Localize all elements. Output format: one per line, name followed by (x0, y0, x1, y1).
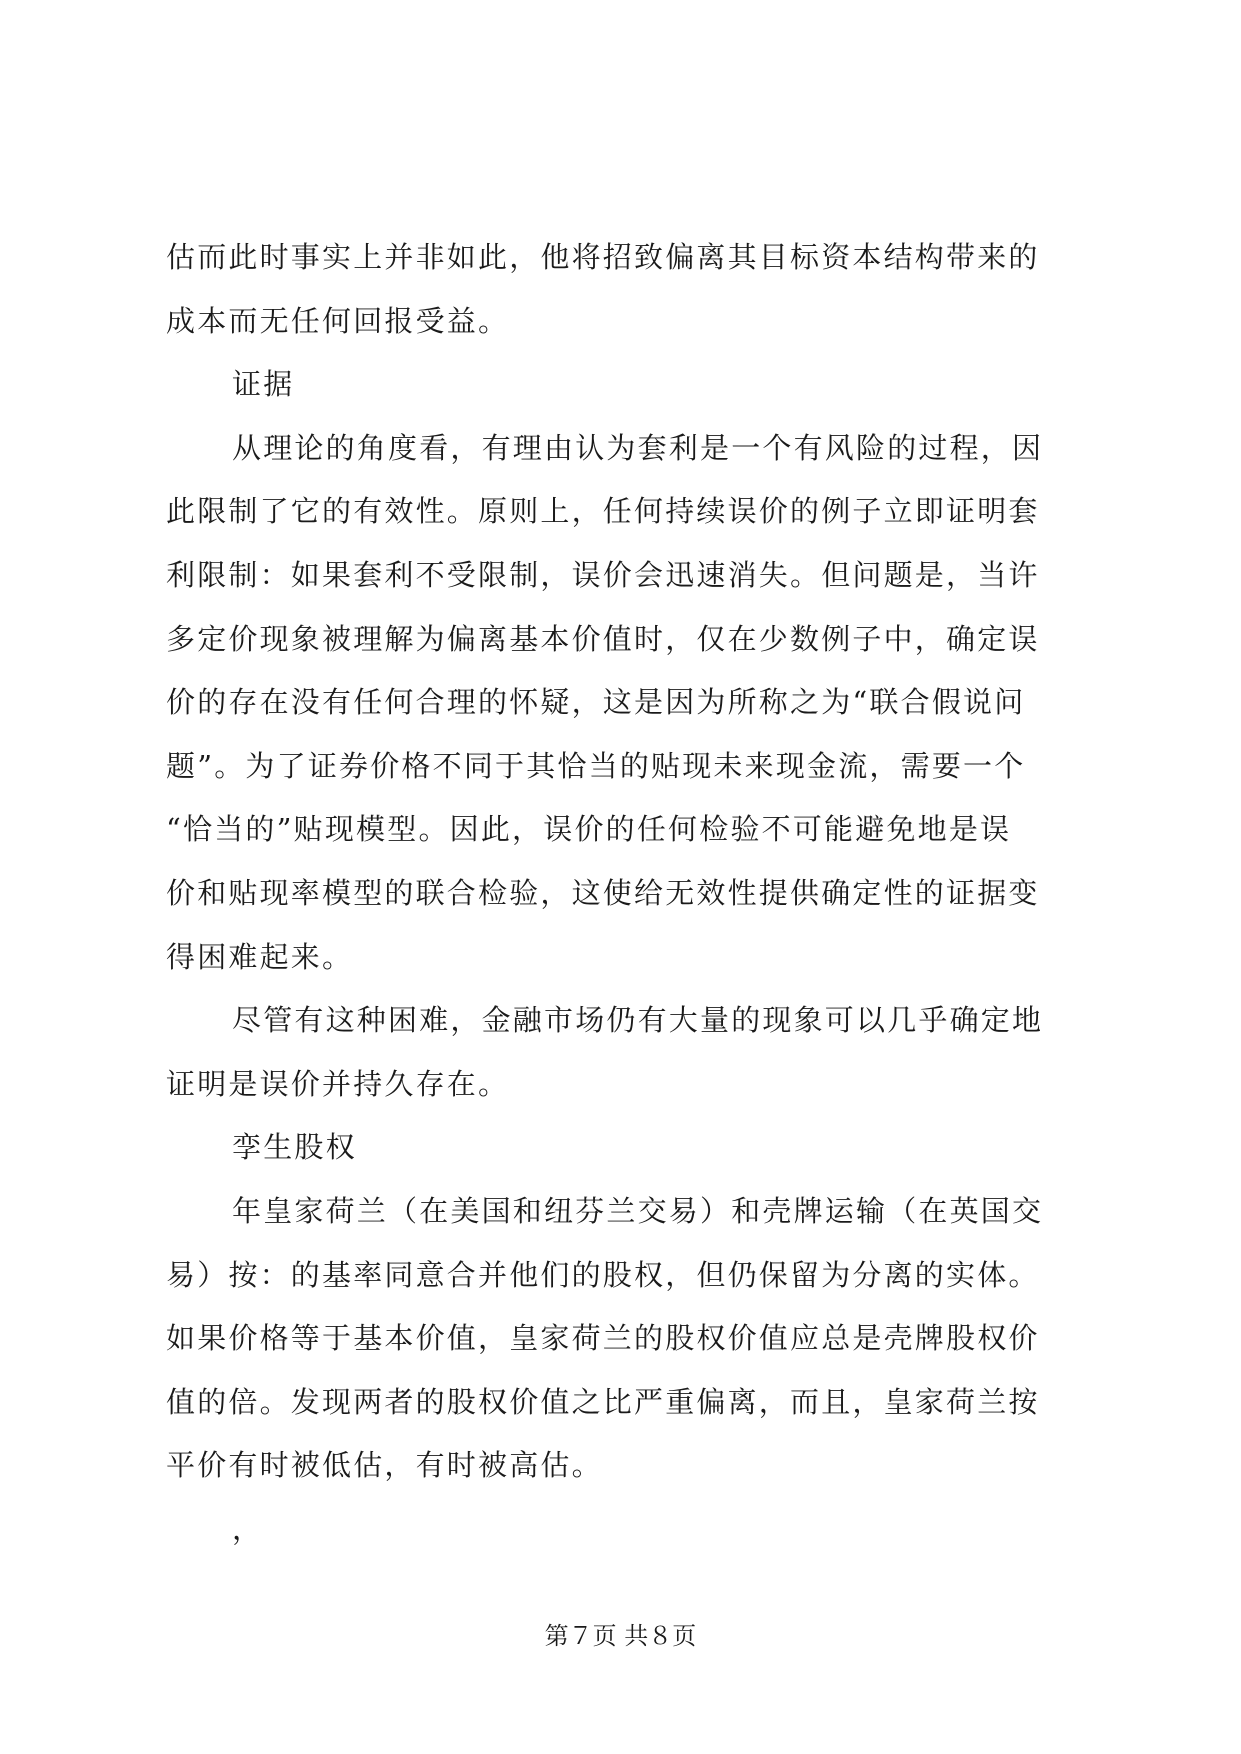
document-body (166, 226, 1086, 1561)
body-line: 如果价格等于基本价值，皇家荷兰的股权价值应总是壳牌股权价 (166, 1321, 1040, 1356)
body-line: 题”。为了证券价格不同于其恰当的贴现未来现金流，需要一个 (166, 748, 1026, 783)
body-line: 尽管有这种困难，金融市场仍有大量的现象可以几乎确定地 (232, 1003, 1044, 1038)
body-line: 年皇家荷兰（在美国和纽芬兰交易）和壳牌运输（在英国交 (232, 1193, 1044, 1228)
body-line: 证明是误价并持久存在。 (166, 1066, 510, 1101)
body-line: “恰当的”贴现模型。因此，误价的任何检验不可能避免地是误 (166, 812, 1012, 847)
section-heading-evidence: 证据 (232, 367, 295, 402)
body-line: 价和贴现率模型的联合检验，这使给无效性提供确定性的证据变 (166, 875, 1040, 910)
body-line: 从理论的角度看，有理由认为套利是一个有风险的过程，因 (232, 430, 1044, 465)
body-line: 此限制了它的有效性。原则上，任何持续误价的例子立即证明套 (166, 494, 1040, 529)
body-line: 成本而无任何回报受益。 (166, 303, 510, 338)
body-line: 估而此时事实上并非如此，他将招致偏离其目标资本结构带来的 (166, 240, 1040, 274)
body-line: 得困难起来。 (166, 939, 354, 974)
page-footer: 第７页 共８页 (544, 1622, 697, 1650)
body-line: 利限制：如果套利不受限制，误价会迅速消失。但问题是，当许 (166, 557, 1040, 592)
body-line: 平价有时被低估，有时被高估。 (166, 1448, 603, 1483)
section-heading-twin-shares: 孪生股权 (232, 1130, 357, 1165)
body-line: 易）按：的基率同意合并他们的股权，但仍保留为分离的实体。 (166, 1257, 1040, 1292)
body-line: 价的存在没有任何合理的怀疑，这是因为所称之为“联合假说问 (166, 685, 1026, 720)
body-line: 多定价现象被理解为偏离基本价值时，仅在少数例子中，确定误 (166, 621, 1040, 656)
body-line: 值的倍。发现两者的股权价值之比严重偏离，而且，皇家荷兰按 (166, 1384, 1040, 1419)
body-line: ， (232, 1511, 264, 1546)
